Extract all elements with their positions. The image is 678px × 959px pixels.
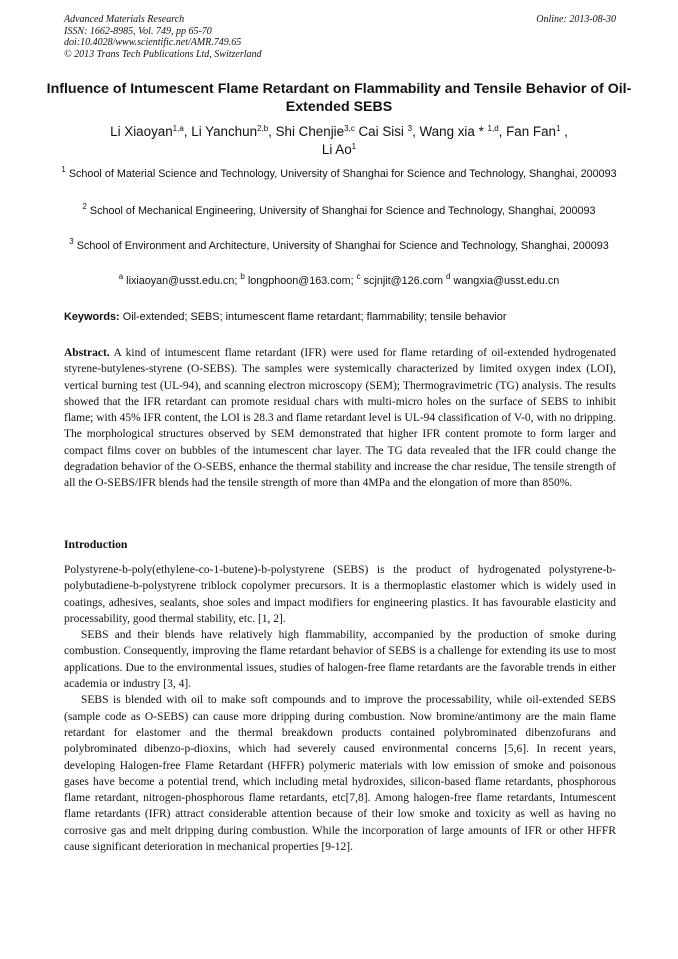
author: Fan Fan$^1$ ,: [506, 124, 568, 139]
affiliation-1: $^1$ School of Material Science and Technology, University of Shanghai for Science and Technology, Shanghai, 200093: [61, 165, 617, 180]
journal-header: [64, 14, 616, 60]
abstract-text: A kind of intumescent flame retardant (IFR) were used for flame retarding of oil-extended hydrogenated styrene-butylenes-styrene (O-SEBS). The samples were systemically characterized by limited oxygen index (LOI), vertical burning test (UL-94), and scanning electron microscopy (SEM); Thermogravimetric (TG) analysis. The results showed that the IFR retardant can promote residual chars with multi-micro holes on the surface of SEBS to inhibit flame; with 45% IFR content, the LOI is 28.3 and flame retardant level is UL-94 classification of V-0, with no dripping. The morphological structures observed by SEM demonstrated that higher IFR content promote to form larger and compact films cover on bubbles of the intumescent char layer. The TG data revealed that the IFR could change the degradation behavior of the O-SEBS, enhance the thermal stability and increase the char residue, The tensile strength of all the O-SEBS/IFR blends had the tensile strength of more than 4MPa and the elongation of more than 850%.: [64, 347, 616, 490]
issn-line: ISSN: 1662-8985, Vol. 749, pp 65-70: [64, 25, 212, 37]
paper-title: Influence of Intumescent Flame Retardant on Flammability and Tensile Behavior of Oil-Extended SEBS: [46, 81, 632, 115]
email[interactable]: $^b$ longphoon@163.com;: [240, 272, 354, 287]
introduction-body: [64, 562, 616, 855]
author: Wang xia * $^{1,d}$,: [419, 124, 507, 139]
author: Li Xiaoyan$^{1,a}$,: [110, 124, 192, 139]
section-heading-introduction: Introduction: [64, 538, 128, 551]
email[interactable]: $^a$ lixiaoyan@usst.edu.cn;: [118, 272, 238, 287]
email[interactable]: $^d$ wangxia@usst.edu.cn: [446, 272, 560, 287]
affiliation-2: $^2$ School of Mechanical Engineering, University of Shanghai for Science and Technology, Shanghai, 200093: [82, 202, 596, 217]
author: Cai Sisi $^3$,: [358, 124, 420, 139]
affiliation-3: $^3$ School of Environment and Architecture, University of Shanghai for Science and Technology, Shanghai, 200093: [69, 237, 609, 252]
author: Li Ao$^1$: [321, 142, 357, 157]
online-date: Online: 2013-08-30: [536, 14, 616, 25]
journal-name: Advanced Materials Research: [64, 14, 185, 25]
keywords: [64, 310, 616, 324]
email[interactable]: $^c$ scjnjit@126.com: [356, 272, 444, 287]
keywords-label: Keywords:: [64, 311, 120, 323]
paragraph: SEBS and their blends have relatively high flammability, accompanied by the production of smoke during combustion. Consequently, improving the flame retardant behavior of SEBS is a challenge for extending its use to most applications. Due to the environmental issues, studies of halogen-free flame retardants are the favorable trends in either academia or industry [3, 4].: [64, 629, 616, 691]
paragraph: SEBS is blended with oil to make soft compounds and to improve the processability, while oil-extended SEBS (sample code as O-SEBS) can cause more dripping during combustion. Now bromine/antimony are the main flame retardant for elastomer and the thermal breakdown products contained polybrominated dibenzofurans and polybrominated dibenzo-p-dioxins, which had severely caused environmental concerns [5,6]. In recent years, developing Halogen-free Flame Retardant (HFFR) polymeric materials with low emission of smoke and poisonous gases have become a potential trend, which including metal hydroxides, silicon-based flame retardants, phosphorous flame retardant, nitrogen-phosphorous flame retardants, etc[7,8]. Among halogen-free flame retardants, Intumescent flame retardants (IFR) attract considerable attention because of their low smoke and toxicity as well as having no corrosive gas and melt dripping during combustion. While the incorporation of large amounts of IFR or other HFFR cause significant deterioration in mechanical properties [9-12].: [64, 694, 616, 854]
author-list: [40, 123, 638, 159]
copyright-line: © 2013 Trans Tech Publications Ltd, Switzerland: [64, 48, 262, 60]
keywords-text: Oil-extended; SEBS; intumescent flame retardant; flammability; tensile behavior: [122, 311, 507, 323]
paragraph: Polystyrene-b-poly(ethylene-co-1-butene)-b-polystyrene (SEBS) is the product of hydrogenated polystyrene-b-polybutadiene-b-polystyrene triblock copolymer precursors. It is a thermoplastic elastomer which is widely used in coatings, adhesives, sealants, shoe soles and impact modifiers for engineering plastics. It has favourable elasticity and processability, good thermal stability, etc. [1, 2].: [64, 564, 616, 625]
abstract: [64, 345, 616, 492]
abstract-label: Abstract.: [64, 347, 110, 359]
email-line: [48, 274, 630, 288]
author: Shi Chenjie$^{3,c}$: [275, 124, 355, 139]
author: Li Yanchun$^{2,b}$,: [191, 124, 276, 139]
doi-line: doi:10.4028/www.scientific.net/AMR.749.65: [64, 37, 242, 48]
